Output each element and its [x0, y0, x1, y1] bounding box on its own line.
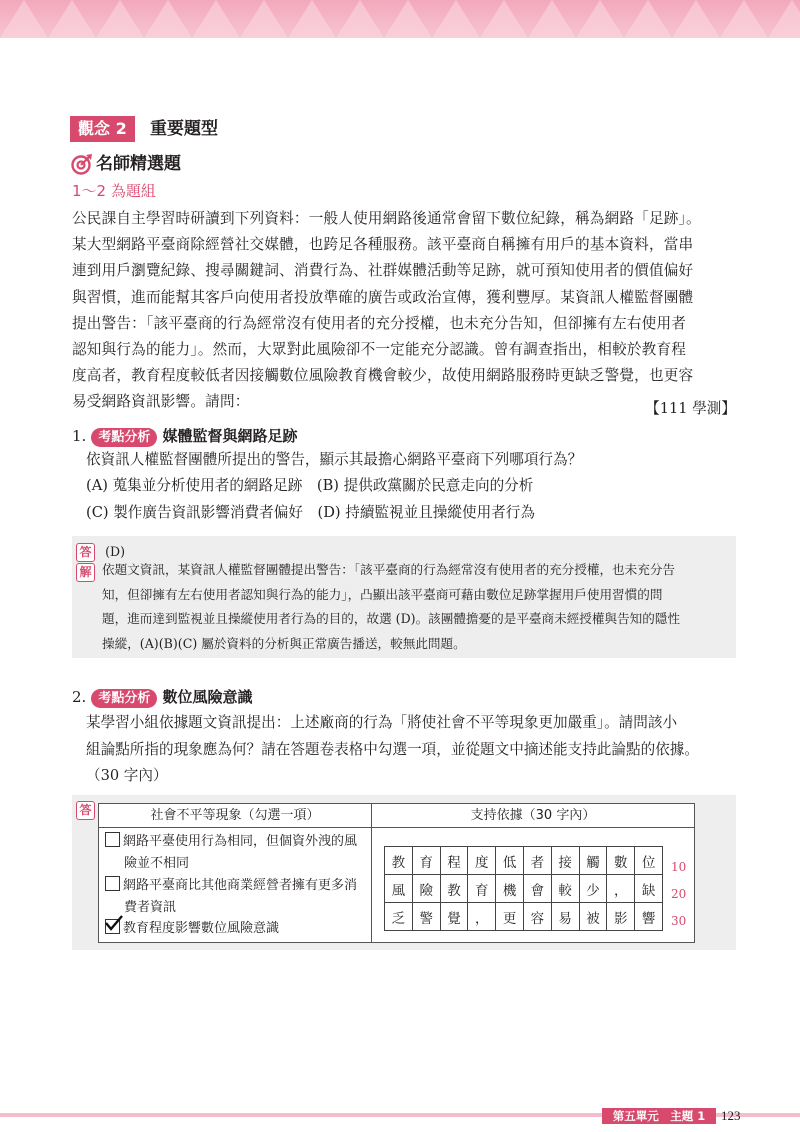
q1-solution: [102, 558, 728, 656]
passage-source: 【111 學測】: [645, 400, 736, 417]
q1-topic: 媒體監督與網路足跡: [162, 427, 298, 445]
q1-stem: 依資訊人權監督團體所提出的警告，顯示其最擔心網路平臺商下列哪項行為？: [86, 451, 583, 468]
grid-cell: 觸: [579, 847, 607, 875]
grid-cell: 程: [440, 847, 468, 875]
grid-cell: 機: [496, 875, 524, 903]
grid-cell: 度: [468, 847, 496, 875]
q2-stem-line: 組論點所指的現象應為何？請在答題卷表格中勾選一項，並從題文中摘述能支持此論點的依據。: [86, 741, 699, 758]
group-label: 1～2 為題組: [72, 182, 156, 200]
section-title: 名師精選題: [96, 154, 181, 174]
column-divider: [371, 804, 372, 942]
grid-cell: 低: [496, 847, 524, 875]
solution-line: 知，但卻擁有左右使用者認知與行為的能力」，凸顯出該平臺商可藉由數位足跡掌握用戶使用習慣的問: [102, 586, 663, 602]
row-count: 20: [671, 887, 687, 901]
grid-cell: 者: [523, 847, 551, 875]
concept-tag: 觀念 2: [70, 116, 135, 142]
page-number: 123: [721, 1108, 741, 1123]
checkmark-icon: [105, 915, 123, 931]
triangle-pattern: [0, 0, 800, 38]
triangle-shape: [432, 0, 480, 38]
grid-cell: 教: [385, 847, 413, 875]
triangle-shape: [336, 0, 384, 38]
grid-row: [385, 875, 663, 903]
grid-cell: 接: [551, 847, 579, 875]
checkbox[interactable]: [105, 832, 120, 847]
triangle-shape: [288, 0, 336, 38]
triangle-shape: [624, 0, 672, 38]
q2-stem-line: 某學習小組依據題文資訊提出：上述廠商的行為「將使社會不平等現象更加嚴重」。請問該小: [86, 714, 678, 731]
grid-cell: 更: [496, 903, 524, 931]
passage-line: 連到用戶瀏覽紀錄、搜尋關鍵詞、消費行為、社群媒體活動等足跡，就可預知使用者的價值偏好: [72, 262, 694, 280]
target-icon: [71, 153, 93, 179]
solution-mark-icon: 解: [76, 563, 95, 582]
grid-cell: 育: [468, 875, 496, 903]
grid-cell: ，: [468, 903, 496, 931]
q1-number: 1.: [72, 427, 87, 445]
option-text: 教育程度影響數位風險意識: [123, 921, 280, 936]
grid-cell: 數: [607, 847, 635, 875]
q2-header: [72, 686, 253, 708]
grid-cell: 容: [523, 903, 551, 931]
option-text: 險並不相同: [124, 856, 190, 871]
triangle-shape: [576, 0, 624, 38]
passage-line: 與習慣，進而能幫其客戶向使用者投放準確的廣告或政治宣傳，獲利豐厚。某資訊人權監督團體: [72, 288, 694, 306]
footer: [0, 1108, 800, 1122]
concept-title: 重要題型: [150, 119, 218, 139]
triangle-shape: [48, 0, 96, 38]
q1-badge: 考點分析: [91, 428, 157, 447]
q1-options-row1: (A) 蒐集並分析使用者的網路足跡 (B) 提供政黨關於民意走向的分析: [86, 477, 534, 494]
row-count: 10: [671, 860, 687, 874]
triangle-shape: [144, 0, 192, 38]
q2-badge: 考點分析: [91, 689, 157, 708]
q2-topic: 數位風險意識: [162, 688, 253, 706]
answer-mark-icon: 答: [76, 543, 95, 562]
triangle-shape: [720, 0, 768, 38]
header-divider: [99, 827, 694, 828]
phenomenon-option-selected: [105, 918, 367, 940]
q2-stem-line: （30 字內）: [86, 767, 168, 784]
grid-cell: 覺: [440, 903, 468, 931]
grid-cell: 少: [579, 875, 607, 903]
triangle-shape: [240, 0, 288, 38]
passage-line: 易受網路資訊影響。請問：: [72, 393, 250, 411]
triangle-shape: [672, 0, 720, 38]
triangle-shape: [192, 0, 240, 38]
option-text: 費者資訊: [124, 900, 177, 915]
solution-line: 操縱，(A)(B)(C) 屬於資料的分析與正常廣告播送，較無此問題。: [102, 635, 466, 651]
q1-header: [72, 425, 298, 447]
grid-cell: 缺: [635, 875, 663, 903]
grid-cell: ，: [607, 875, 635, 903]
top-decorative-band: [0, 0, 800, 38]
row-count: 30: [671, 914, 687, 928]
answer-grid: [384, 846, 663, 931]
q1-answer: (D): [105, 544, 126, 559]
triangle-shape: [768, 0, 800, 38]
triangle-shape: [384, 0, 432, 38]
triangle-shape: [96, 0, 144, 38]
grid-cell: 影: [607, 903, 635, 931]
passage: [72, 206, 736, 416]
phenomenon-option: [105, 875, 367, 919]
passage-line: 度高者，教育程度較低者因接觸數位風險教育機會較少，故使用網路服務時更缺乏警覺，也更容: [72, 367, 694, 385]
option-text: 網路平臺商比其他商業經營者擁有更多消: [123, 878, 358, 893]
triangle-shape: [0, 0, 48, 38]
grid-cell: 險: [412, 875, 440, 903]
grid-cell: 會: [523, 875, 551, 903]
solution-line: 依題文資訊，某資訊人權監督團體提出警告：「該平臺商的行為經常沒有使用者的充分授權，也未充分告: [102, 562, 676, 577]
checkbox[interactable]: [105, 876, 120, 891]
passage-line: 提出警告：「該平臺商的行為經常沒有使用者的充分授權，也未充分告知，但卻擁有左右使用者: [72, 314, 687, 332]
triangle-shape: [480, 0, 528, 38]
passage-line: 公民課自主學習時研讀到下列資料：一般人使用網路後通常會留下數位紀錄，稱為網路「足跡」。: [72, 210, 701, 227]
option-text: 網路平臺使用行為相同，但個資外洩的風: [123, 834, 358, 849]
table-header-phenomenon: 社會不平等現象（勾選一項）: [150, 808, 320, 823]
grid-cell: 響: [635, 903, 663, 931]
answer-table: [98, 803, 695, 943]
grid-cell: 風: [385, 875, 413, 903]
grid-cell: 乏: [385, 903, 413, 931]
grid-cell: 易: [551, 903, 579, 931]
grid-cell: 被: [579, 903, 607, 931]
grid-cell: 警: [412, 903, 440, 931]
grid-row: [385, 903, 663, 931]
triangle-shape: [528, 0, 576, 38]
q1-options-row2: (C) 製作廣告資訊影響消費者偏好 (D) 持續監視並且操縱使用者行為: [86, 504, 535, 521]
grid-row: [385, 847, 663, 875]
solution-line: 題，進而達到監視並且操縱使用者行為的目的，故選 (D)。該團體擔憂的是平臺商未經授權與告知的隱性: [102, 611, 681, 627]
passage-line: 某大型網路平臺商除經營社交媒體，也跨足各種服務。該平臺商自稱擁有用戶的基本資料，當串: [72, 236, 694, 254]
q2-number: 2.: [72, 688, 87, 706]
phenomenon-option: [105, 831, 367, 875]
grid-cell: 教: [440, 875, 468, 903]
checkbox-checked[interactable]: [105, 919, 120, 934]
answer-mark-icon: 答: [76, 801, 95, 820]
grid-cell: 較: [551, 875, 579, 903]
grid-cell: 位: [635, 847, 663, 875]
grid-cell: 育: [412, 847, 440, 875]
table-header-evidence: 支持依據（30 字內）: [470, 808, 596, 823]
passage-line: 認知與行為的能力」。然而，大眾對此風險卻不一定能充分認識。曾有調查指出，相較於教育程: [72, 341, 687, 359]
footer-unit-tag: 第五單元 主題 1: [602, 1108, 716, 1124]
